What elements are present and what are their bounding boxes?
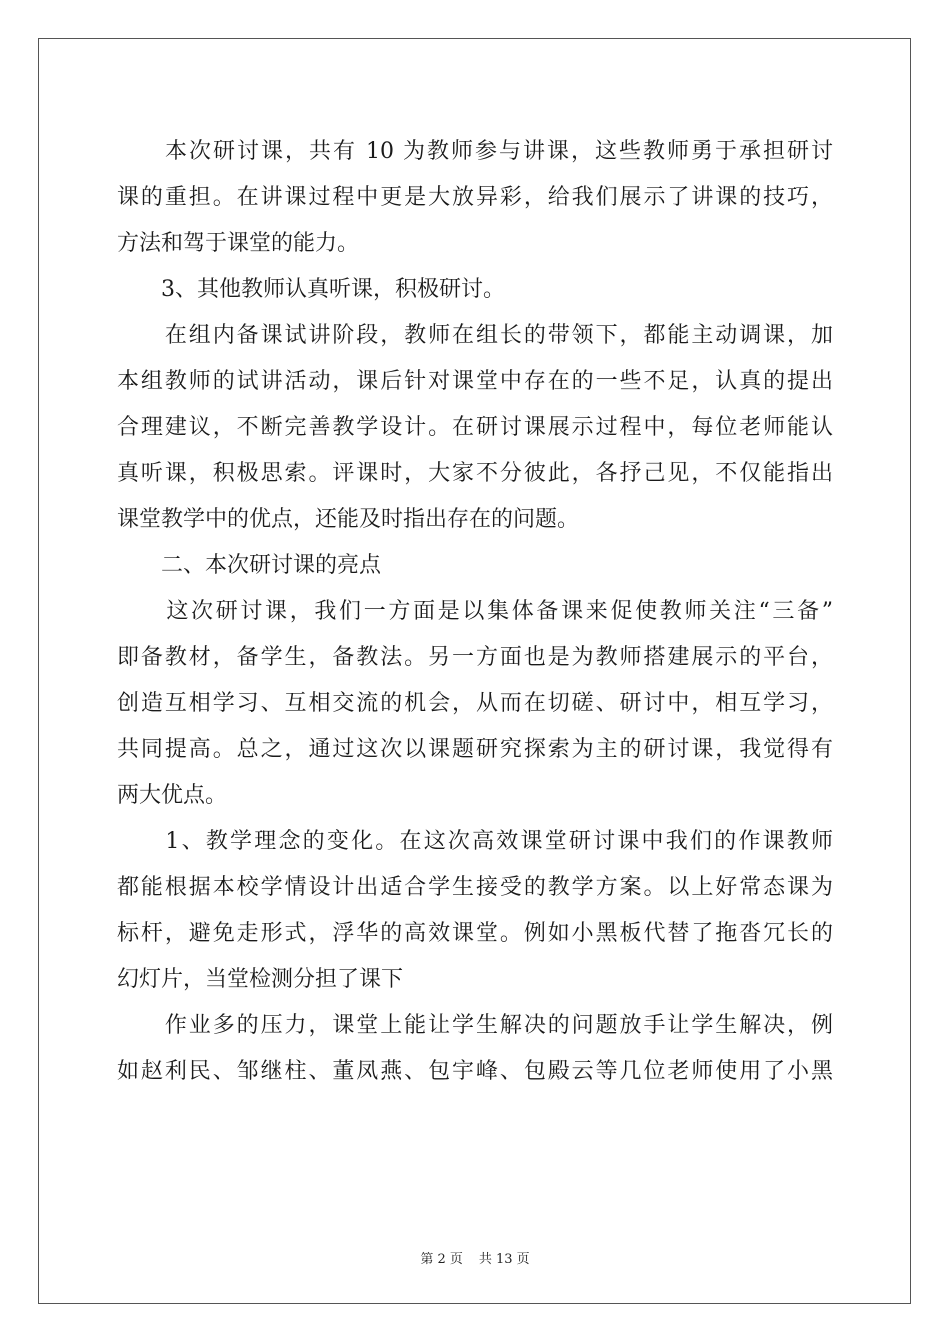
text-line: 创造互相学习、互相交流的机会，从而在切磋、研讨中，相互学习，: [117, 691, 833, 716]
paragraph-5: [117, 589, 833, 819]
text-line: 课的重担。在讲课过程中更是大放异彩，给我们展示了讲课的技巧，: [117, 185, 833, 210]
text-line: 标杆，避免走形式，浮华的高效课堂。例如小黑板代替了拖沓冗长的: [117, 921, 833, 946]
text-line: 课堂教学中的优点，还能及时指出存在的问题。: [117, 507, 580, 532]
text-line: 本次研讨课，共有 10 为教师参与讲课，这些教师勇于承担研讨: [117, 139, 833, 164]
text-line: 3、其他教师认真听课，积极研讨。: [117, 277, 505, 302]
page-footer: [0, 1248, 950, 1267]
text-line: 共同提高。总之，通过这次以课题研究探索为主的研讨课，我觉得有: [117, 737, 833, 762]
text-line: 真听课，积极思索。评课时，大家不分彼此，各抒己见，不仅能指出: [117, 461, 833, 486]
text-line: 本组教师的试讲活动，课后针对课堂中存在的一些不足，认真的提出: [117, 369, 833, 394]
paragraph-7: [117, 1003, 833, 1095]
paragraph-2: [117, 267, 833, 313]
page-number-total: 共 13 页: [478, 1252, 530, 1267]
paragraph-4: [117, 543, 833, 589]
text-line: 在组内备课试讲阶段，教师在组长的带领下，都能主动调课，加: [117, 323, 833, 348]
text-line: 即备教材，备学生，备教法。另一方面也是为教师搭建展示的平台，: [117, 645, 833, 670]
text-line: 幻灯片，当堂检测分担了课下: [117, 967, 404, 992]
text-line: 1、教学理念的变化。在这次高效课堂研讨课中我们的作课教师: [117, 829, 833, 854]
text-line: 合理建议，不断完善教学设计。在研讨课展示过程中，每位老师能认: [117, 415, 833, 440]
paragraph-3: [117, 313, 833, 543]
text-line: 这次研讨课，我们一方面是以集体备课来促使教师关注“三备”: [117, 599, 833, 624]
document-body: [117, 129, 833, 1095]
paragraph-1: [117, 129, 833, 267]
text-line: 作业多的压力，课堂上能让学生解决的问题放手让学生解决，例: [117, 1013, 833, 1038]
text-line: 两大优点。: [117, 783, 228, 808]
text-line: 都能根据本校学情设计出适合学生接受的教学方案。以上好常态课为: [117, 875, 833, 900]
text-line: 方法和驾于课堂的能力。: [117, 231, 360, 256]
page-number-current: 第 2 页: [420, 1252, 463, 1267]
paragraph-6: [117, 819, 833, 1003]
section-heading: 二、本次研讨课的亮点: [117, 553, 382, 578]
text-line: 如赵利民、邹继柱、董凤燕、包宇峰、包殿云等几位老师使用了小黑: [117, 1059, 833, 1084]
